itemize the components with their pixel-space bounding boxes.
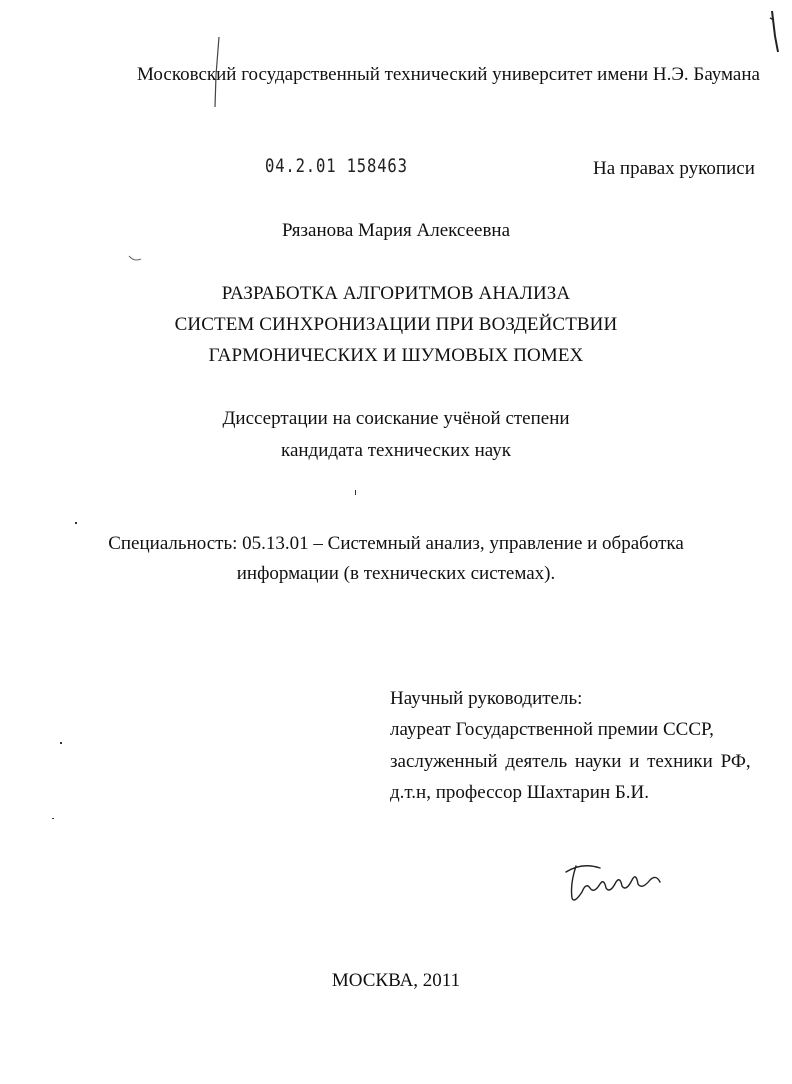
degree-line-1: Диссертации на соискание учёной степени — [222, 408, 570, 429]
handwritten-signature-icon — [560, 858, 670, 908]
pencil-mark-top — [212, 35, 222, 145]
speck — [60, 742, 62, 744]
margin-tick-icon — [128, 254, 148, 264]
degree-line-2: кандидата технических наук — [281, 440, 511, 461]
supervisor-line-2: заслуженный деятель науки и техники РФ, — [390, 751, 751, 772]
title-line-3: ГАРМОНИЧЕСКИХ И ШУМОВЫХ ПОМЕХ — [208, 345, 584, 366]
university-name: Московский государственный технический университет имени Н.Э. Баумана — [137, 64, 760, 85]
corner-mark-icon — [768, 8, 788, 68]
supervisor-line-1: лауреат Государственной премии СССР, — [390, 719, 714, 740]
specialty-line-1: Специальность: 05.13.01 – Системный анализ, управление и обработка — [108, 533, 684, 554]
author-name: Рязанова Мария Алексеевна — [281, 220, 511, 241]
rights-note: На правах рукописи — [593, 158, 755, 179]
title-line-2: СИСТЕМ СИНХРОНИЗАЦИИ ПРИ ВОЗДЕЙСТВИИ — [174, 314, 618, 335]
supervisor-line-3: д.т.н, профессор Шахтарин Б.И. — [390, 782, 650, 803]
supervisor-heading: Научный руководитель: — [390, 688, 583, 709]
speck — [355, 490, 356, 495]
speck — [75, 522, 77, 524]
speck — [52, 818, 54, 819]
registration-stamp-code: 04.2.01 158463 — [265, 155, 408, 177]
specialty-line-2: информации (в технических системах). — [236, 563, 556, 584]
title-line-1: РАЗРАБОТКА АЛГОРИТМОВ АНАЛИЗА — [221, 283, 571, 304]
city-year: МОСКВА, 2011 — [331, 970, 461, 991]
